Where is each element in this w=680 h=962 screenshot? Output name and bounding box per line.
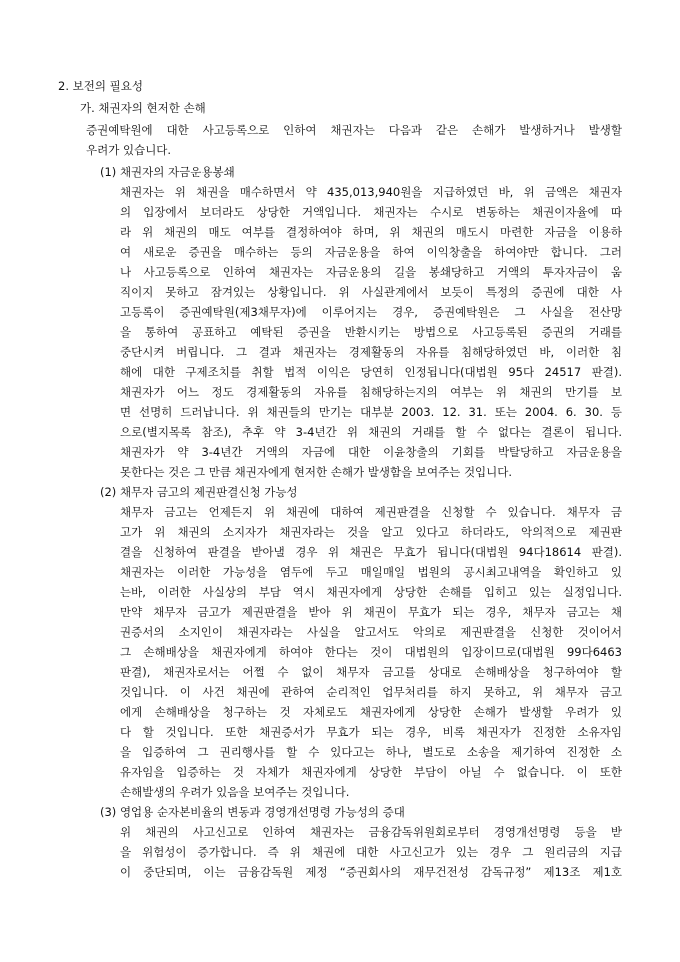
paragraph-line: 이 중단되며, 이는 금융감독원 제정 “증권회사의 재무건전성 감독규정” 제13조 제1호 [120, 865, 622, 879]
paragraph-line: 채무자 금고는 언제든지 위 채권에 대하여 제권판결을 신청할 수 있습니다. 채무자 금 [120, 505, 622, 519]
paragraph-line: 채권자는 위 채권을 매수하면서 약 435,013,940원을 지급하였던 바, 위 금액은 채권자 [120, 185, 622, 199]
paragraph-line: 채권자가 어느 정도 경제활동의 자유를 침해당하는지의 여부는 위 채권의 만기를 보 [120, 385, 622, 399]
paragraph-line: 채권자는 이러한 가능성을 염두에 두고 매일매일 법원의 공시최고내역을 확인하고 있 [120, 565, 622, 579]
paragraph-line: 위 채권의 사고신고로 인하여 채권자는 금융감독위원회로부터 경영개선명령 등을 받 [120, 825, 622, 839]
paragraph-line: 으로(별지목록 참조), 추후 약 3-4년간 위 채권의 거래를 할 수 없다는 결론이 됩니다. [120, 425, 622, 439]
paragraph-line: 못한다는 것은 그 만큼 채권자에게 현저한 손해가 발생함을 보여주는 것입니다. [120, 465, 513, 479]
paragraph-line: 결을 신청하여 판결을 받아낼 경우 위 채권은 무효가 됩니다(대법원 94다18614 판결). [120, 545, 622, 559]
paragraph-line: 을 위험성이 증가합니다. 즉 위 채권에 대한 사고신고가 있는 경우 그 원리금의 지급 [120, 845, 622, 859]
paragraph-line: 라 위 채권의 매도 여부를 결정하여야 하며, 위 채권의 매도시 마련한 자금을 이용하 [120, 225, 622, 239]
section-heading: 2. 보전의 필요성 [58, 79, 143, 93]
paragraph-line: 면 선명히 드러납니다. 위 채권들의 만기는 대부분 2003. 12. 31. 또는 2004. 6. 30. 등 [120, 405, 622, 419]
paragraph-line: 만약 채무자 금고가 제권판결을 받아 위 채권이 무효가 되는 경우, 채무자 금고는 채 [120, 605, 622, 619]
paragraph-line: 손해발생의 우려가 있음을 보여주는 것입니다. [120, 785, 350, 799]
paragraph-line: 유자임을 입증하는 것 자체가 채권자에게 상당한 부담이 아닐 수 없습니다. 이 또한 [120, 765, 622, 779]
paragraph-line: 을 통하여 공표하고 예탁된 증권을 반환시키는 방법으로 사고등록된 증권의 거래를 [120, 325, 622, 339]
paragraph-line: 직이지 못하고 잠겨있는 상황입니다. 위 사실관계에서 보듯이 특정의 증권에 대한 사 [120, 285, 622, 299]
subsection-heading: 가. 채권자의 현저한 손해 [80, 101, 206, 115]
paragraph-line: 그 손해배상을 채권자에게 하여야 한다는 것이 대법원의 입장이므로(대법원 99다6463 [120, 645, 622, 659]
paragraph-line: 것입니다. 이 사건 채권에 관하여 순리적인 업무처리를 하지 못하고, 위 채무자 금고 [120, 685, 622, 699]
paragraph-line: 에게 손해배상을 청구하는 것 자체로도 채권자에게 상당한 손해가 발생할 우려가 있 [120, 705, 622, 719]
item-heading: (3) 영업용 순자본비율의 변동과 경영개선명령 가능성의 증대 [100, 805, 405, 819]
intro-line: 우려가 있습니다. [86, 143, 172, 157]
paragraph-line: 는바, 이러한 사실상의 부담 역시 채권자에게 상당한 손해를 입히고 있는 실정입니다. [120, 585, 622, 599]
paragraph-line: 고가 위 채권의 소지자가 채권자라는 것을 알고 있다고 하더라도, 악의적으로 제권판 [120, 525, 622, 539]
item-heading: (1) 채권자의 자금운용봉쇄 [100, 165, 235, 179]
intro-line: 증권예탁원에 대한 사고등록으로 인하여 채권자는 다음과 같은 손해가 발생하거나 발생할 [86, 123, 622, 137]
paragraph-line: 채권자가 약 3-4년간 거액의 자금에 대한 이윤창출의 기회를 박탈당하고 자금운용을 [120, 445, 622, 459]
paragraph-line: 나 사고등록으로 인하여 채권자는 자금운용의 길을 봉쇄당하고 거액의 투자자금이 움 [120, 265, 622, 279]
paragraph-line: 고등록이 증권예탁원(제3채무자)에 이루어지는 경우, 증권예탁원은 그 사실을 전산망 [120, 305, 622, 319]
paragraph-line: 여 새로운 증권을 매수하는 등의 자금운용을 하여 이익창출을 하여야만 합니다. 그러 [120, 245, 622, 259]
paragraph-line: 권증서의 소지인이 채권자라는 사실을 알고서도 악의로 제권판결을 신청한 것이어서 [120, 625, 622, 639]
paragraph-line: 을 입증하여 그 권리행사를 할 수 있다고는 하나, 별도로 소송을 제기하여 진정한 소 [120, 745, 622, 759]
paragraph-line: 해에 대한 구제조치를 취할 법적 이익은 당연히 인정됩니다(대법원 95다 24517 판결). [120, 365, 622, 379]
item-heading: (2) 채무자 금고의 제권판결신청 가능성 [100, 485, 298, 499]
paragraph-line: 판결), 채권자로서는 어쩔 수 없이 채무자 금고를 상대로 손해배상을 청구하여야 할 [120, 665, 622, 679]
paragraph-line: 다 할 것입니다. 또한 채권증서가 무효가 되는 경우, 비록 채권자가 진정한 소유자임 [120, 725, 622, 739]
paragraph-line: 의 입장에서 보더라도 상당한 거액입니다. 채권자는 수시로 변동하는 채권이자율에 따 [120, 205, 622, 219]
paragraph-line: 중단시켜 버립니다. 그 결과 채권자는 경제활동의 자유를 침해당하였던 바, 이러한 침 [120, 345, 622, 359]
